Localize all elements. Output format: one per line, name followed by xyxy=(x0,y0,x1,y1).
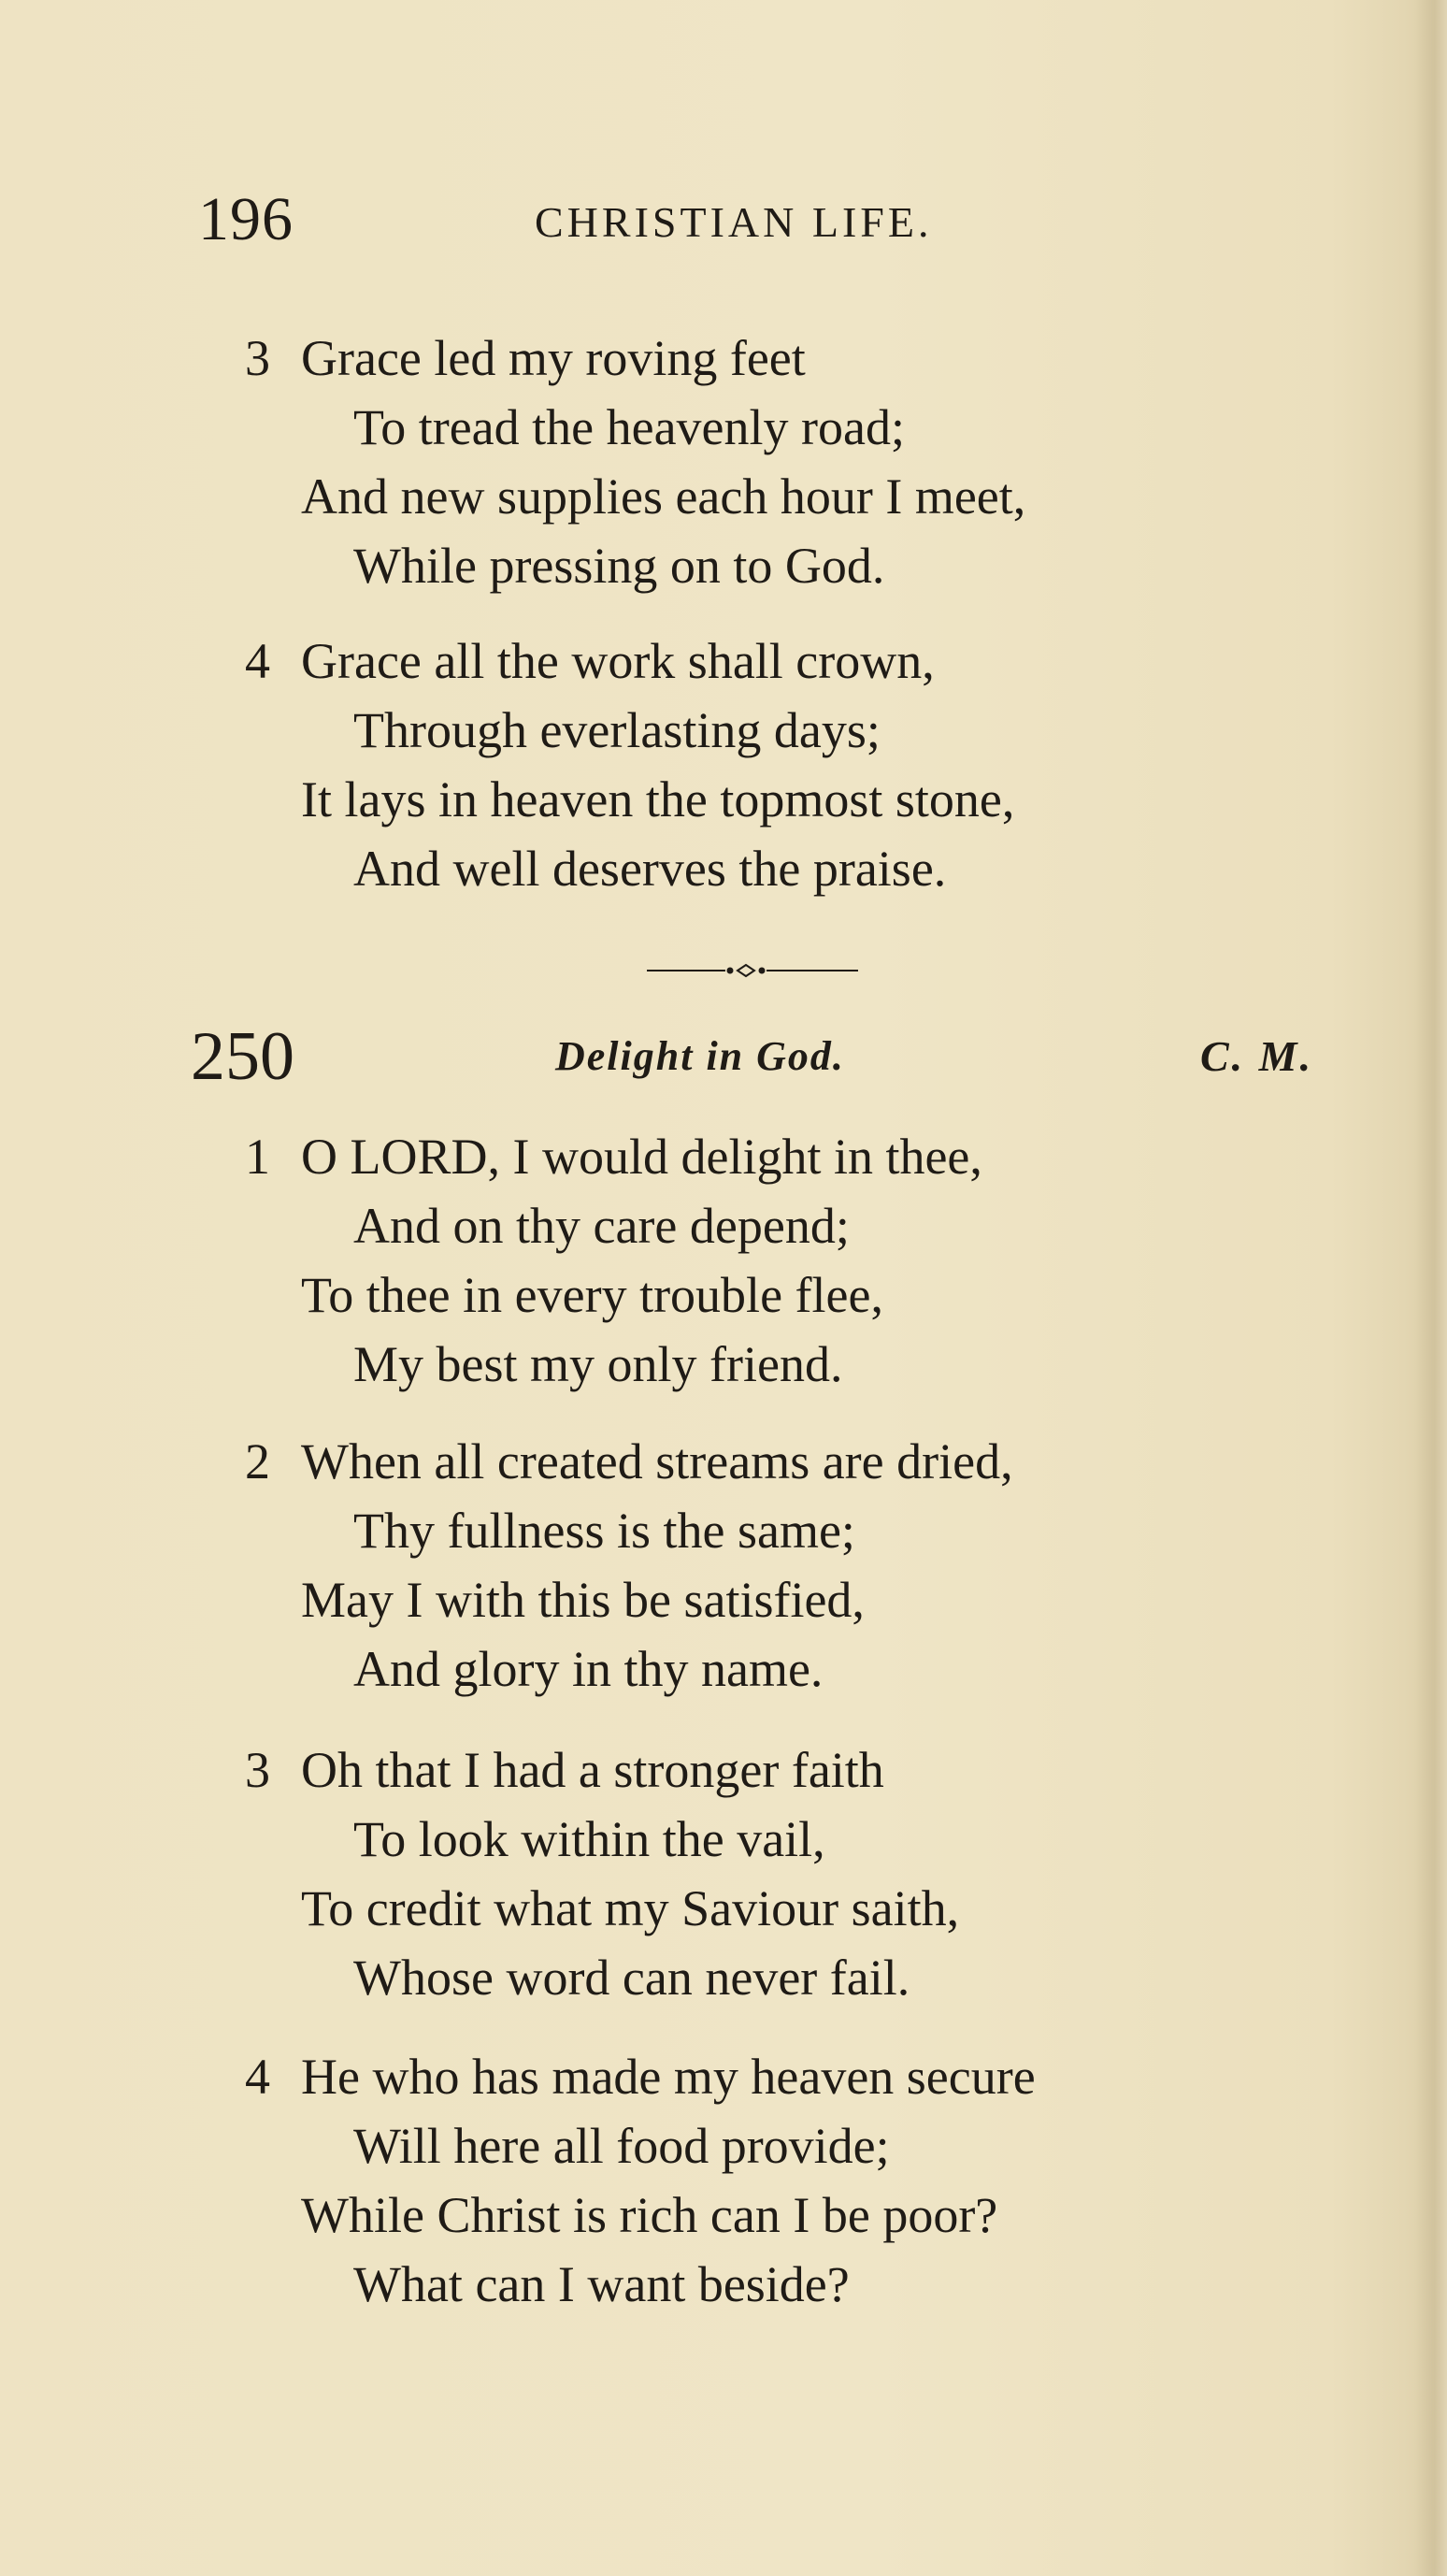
verse-line xyxy=(0,324,1215,393)
verse-line xyxy=(0,2111,1215,2180)
running-head: CHRISTIAN LIFE. xyxy=(535,198,933,246)
verse-text: Grace all the work shall crown, xyxy=(301,633,935,689)
verse-text: Grace led my roving feet xyxy=(301,330,806,386)
stanza-number: 4 xyxy=(245,2049,270,2105)
verse-text: To thee in every trouble flee, xyxy=(301,1267,883,1323)
ornament-divider xyxy=(647,963,858,978)
hymn-stanza-1 xyxy=(0,1122,1215,1399)
verse-line xyxy=(0,1496,1215,1565)
verse-line xyxy=(0,834,1215,903)
stanza-number: 2 xyxy=(245,1433,270,1489)
verse-text: O LORD, I would delight in thee, xyxy=(301,1129,982,1185)
verse-line xyxy=(0,1874,1215,1943)
verse-line xyxy=(0,1191,1215,1260)
verse-line xyxy=(0,1943,1215,2012)
verse-line xyxy=(0,531,1215,600)
verse-text: Oh that I had a stronger faith xyxy=(301,1742,884,1798)
page-number: 196 xyxy=(198,185,294,253)
verse-line xyxy=(0,626,1215,696)
stanza-number: 4 xyxy=(245,633,270,689)
verse-line xyxy=(0,765,1215,834)
verse-line xyxy=(0,1427,1215,1496)
verse-text: Through everlasting days; xyxy=(353,702,881,758)
hymn-number: 250 xyxy=(191,1018,294,1095)
verse-line xyxy=(0,696,1215,765)
verse-line xyxy=(0,462,1215,531)
verse-line xyxy=(0,1634,1215,1704)
verse-text: He who has made my heaven secure xyxy=(301,2049,1036,2105)
verse-line xyxy=(0,2042,1215,2111)
verse-line xyxy=(0,1735,1215,1805)
verse-line xyxy=(0,1330,1215,1399)
verse-text: May I with this be satisfied, xyxy=(301,1572,865,1628)
verse-text: And well deserves the praise. xyxy=(353,841,947,897)
hymn-meter: C. M. xyxy=(1200,1032,1314,1080)
verse-line xyxy=(0,1260,1215,1330)
hymn-title: Delight in God. xyxy=(555,1033,845,1079)
verse-line xyxy=(0,2250,1215,2319)
verse-text: To look within the vail, xyxy=(353,1811,825,1867)
verse-text: When all created streams are dried, xyxy=(301,1433,1013,1489)
hymn-stanza-4 xyxy=(0,2042,1215,2319)
verse-line xyxy=(0,1805,1215,1874)
stanza-number: 1 xyxy=(245,1129,270,1185)
verse-text: Whose word can never fail. xyxy=(353,1950,910,2006)
stanza-continued-3 xyxy=(0,324,1215,600)
verse-line xyxy=(0,2180,1215,2250)
verse-text: To tread the heavenly road; xyxy=(353,399,905,455)
verse-line xyxy=(0,393,1215,462)
page-header xyxy=(198,178,1002,262)
verse-text: While Christ is rich can I be poor? xyxy=(301,2187,998,2243)
stanza-continued-4 xyxy=(0,626,1215,903)
verse-text: What can I want beside? xyxy=(353,2256,850,2312)
stanza-number: 3 xyxy=(245,1742,270,1798)
verse-text: My best my only friend. xyxy=(353,1336,843,1392)
verse-text: And new supplies each hour I meet, xyxy=(301,468,1026,525)
hymn-stanza-3 xyxy=(0,1735,1215,2012)
verse-line xyxy=(0,1565,1215,1634)
verse-text: Thy fullness is the same; xyxy=(353,1503,855,1559)
verse-line xyxy=(0,1122,1215,1191)
verse-text: Will here all food provide; xyxy=(353,2118,890,2174)
hymn-heading xyxy=(191,1010,1331,1103)
stanza-number: 3 xyxy=(245,330,270,386)
verse-text: And on thy care depend; xyxy=(353,1198,850,1254)
verse-text: To credit what my Saviour saith, xyxy=(301,1880,960,1936)
page-edge-shadow xyxy=(1415,0,1447,2576)
verse-text: And glory in thy name. xyxy=(353,1641,824,1697)
hymn-stanza-2 xyxy=(0,1427,1215,1704)
verse-text: It lays in heaven the topmost stone, xyxy=(301,771,1015,827)
verse-text: While pressing on to God. xyxy=(353,538,885,594)
